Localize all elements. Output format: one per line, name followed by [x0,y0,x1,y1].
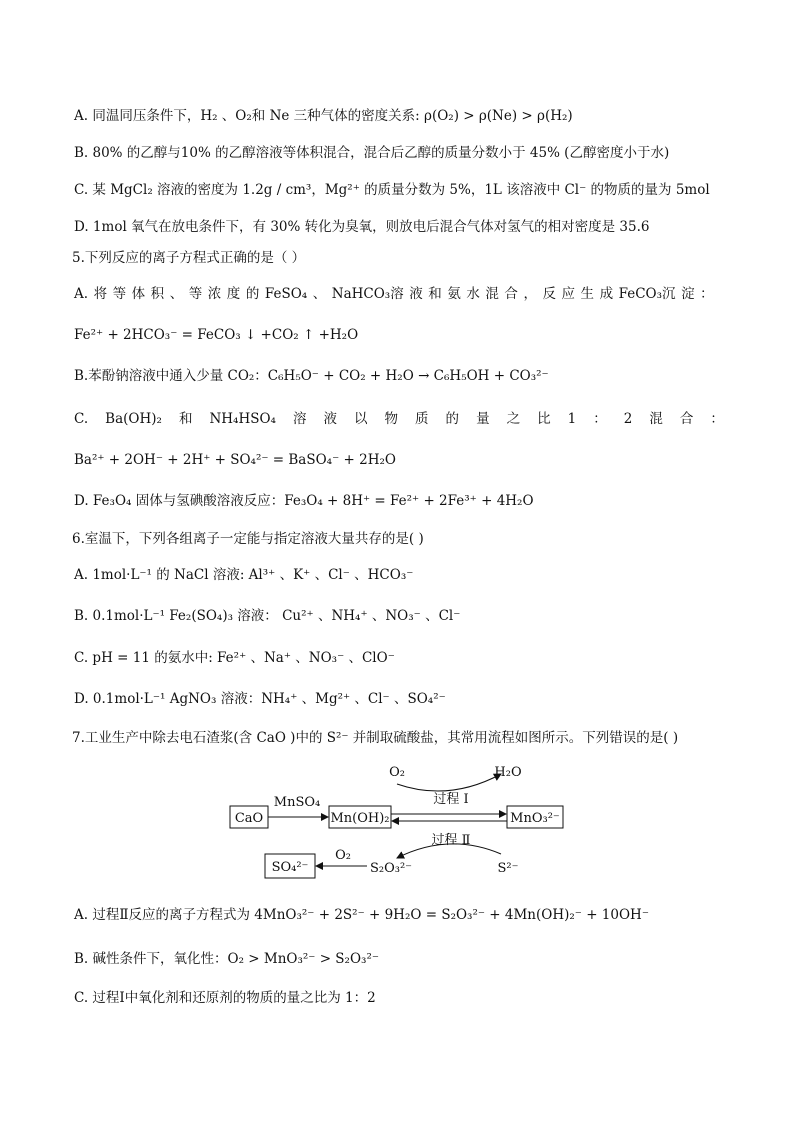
o2-bottom-label: O₂ [335,848,351,863]
q4-option-d: D. 1mol 氧气在放电条件下，有 30% 转化为臭氧，则放电后混合气体对氢气的相对密度是 35.6 [74,219,650,235]
q5a-word: 成 [599,286,614,302]
q5a-word: 氨 [447,286,461,302]
q5c-word: 2 [623,411,633,427]
q5-option-a [74,285,714,303]
q5c-word: NH₄HSO₄ [209,411,276,427]
q5a-word: 液 [409,286,423,302]
q5c-word: 混 [649,411,663,427]
q6-option-b: B. 0.1mol·L⁻¹ Fe₂(SO₄)₃ 溶液： Cu²⁺ 、NH₄⁺ 、NO₃⁻ 、Cl⁻ [74,608,461,624]
process-flow-diagram [225,758,570,886]
q5a-word: ， [523,286,537,302]
q6-option-c: C. pH = 11 的氨水中: Fe²⁺ 、Na⁺ 、NO₃⁻ 、ClO⁻ [74,650,395,666]
q5-option-b: B.苯酚钠溶液中通入少量 CO₂：C₆H₅O⁻ + CO₂ + H₂O → C₆H₅OH + CO₃²⁻ [74,368,549,384]
q4-option-a: A. 同温同压条件下，H₂ 、O₂和 Ne 三种气体的密度关系: ρ(O₂) > ρ(Ne) > ρ(H₂) [74,108,573,124]
q5a-word: 合 [504,286,518,302]
q5a-word: 反 [542,286,556,302]
o2-top-label: O₂ [389,765,405,780]
q5-stem: 5.下列反应的离子方程式正确的是（ ） [72,250,306,266]
q5-option-c [74,410,724,428]
q6-stem: 6.室温下，下列各组离子一定能与指定溶液大量共存的是( ) [72,531,424,547]
q5-option-d: D. Fe₃O₄ 固体与氢碘酸溶液反应：Fe₃O₄ + 8H⁺ = Fe²⁺ + 2Fe³⁺ + 4H₂O [74,493,534,509]
q7-option-a: A. 过程Ⅱ反应的离子方程式为 4MnO₃²⁻ + 2S²⁻ + 9H₂O = S₂O₃²⁻ + 4Mn(OH)₂⁻ + 10OH⁻ [74,907,649,923]
q5c-word: 之 [506,411,521,427]
mnso4-label: MnSO₄ [273,795,321,810]
q4-option-c: C. 某 MgCl₂ 溶液的密度为 1.2g / cm³，Mg²⁺ 的质量分数为 5%，1L 该溶液中 Cl⁻ 的物质的量为 5mol [74,182,710,198]
q7-stem: 7.工业生产中除去电石渣浆(含 CaO )中的 S²⁻ 并制取硫酸盐，其常用流程如图所示。下列错误的是( ) [72,730,679,746]
q5a-word: 、 [312,286,327,302]
s2o3-label: S₂O₃²⁻ [369,861,413,876]
q5c-word: C. [74,411,89,427]
q5a-word: 浓 [207,286,222,302]
q5c-word: 的 [445,411,460,427]
so4-label: SO₄²⁻ [271,860,309,875]
q5a-word: 等 [188,286,203,302]
q5a-word: 将 [93,286,108,302]
q5c-word: 合 [679,411,694,427]
q5a-word: 和 [428,286,442,302]
q5a-word: 水 [466,286,480,302]
process1-label: 过程 Ⅰ [433,792,469,807]
q5-option-c-equation: Ba²⁺ + 2OH⁻ + 2H⁺ + SO₄²⁻ = BaSO₄⁻ + 2H₂O [74,452,396,468]
h2o-label: H₂O [494,765,522,780]
q5c-word: 和 [178,411,193,427]
q5a-word: 淀 [681,286,695,302]
q5a-word: ： [700,286,714,302]
q5c-word: 比 [537,411,551,427]
q5c-word: Ba(OH)₂ [105,411,162,427]
cao-label: CaO [234,811,264,826]
q5c-word: 质 [415,411,429,427]
q7-option-b: B. 碱性条件下，氧化性：O₂ > MnO₃²⁻ > S₂O₃²⁻ [74,951,379,967]
q5a-word: 混 [485,286,499,302]
q5a-word: A. [74,286,89,302]
q5a-word: 应 [561,286,576,302]
q5a-word: FeSO₄ [264,286,308,302]
q5a-word: 度 [226,286,241,302]
q5c-word: ： [710,411,724,427]
q4-option-b: B. 80% 的乙醇与10% 的乙醇溶液等体积混合，混合后乙醇的质量分数小于 45% (乙醇密度小于水) [74,145,670,161]
q5c-word: 液 [323,411,337,427]
s2-label: S²⁻ [497,861,519,876]
q5c-word: 物 [384,411,399,427]
q5a-word: 等 [112,286,127,302]
mn-oh2-label: Mn(OH)₂ [330,811,390,826]
q6-option-a: A. 1mol·L⁻¹ 的 NaCl 溶液: Al³⁺ 、K⁺ 、Cl⁻ 、HCO₃⁻ [74,567,414,583]
q7-option-c: C. 过程Ⅰ中氧化剂和还原剂的物质的量之比为 1：2 [74,990,376,1006]
q6-option-d: D. 0.1mol·L⁻¹ AgNO₃ 溶液：NH₄⁺ 、Mg²⁺ 、Cl⁻ 、SO₄²⁻ [74,691,446,707]
q5c-word: 溶 [292,411,307,427]
q5a-word: NaHCO₃溶 [331,286,404,302]
q5c-word: 1 [567,411,577,427]
q5a-word: 、 [169,286,184,302]
mno3-label: MnO₃²⁻ [510,811,560,826]
q5c-word: 以 [354,411,368,427]
q5a-word: 积 [150,286,165,302]
q5a-word: 体 [131,286,146,302]
q5a-word: 的 [245,286,260,302]
process2-label: 过程 Ⅱ [431,833,471,848]
q5c-word: 量 [476,411,490,427]
q5a-word: FeCO₃沉 [618,286,676,302]
q5a-word: 生 [580,286,595,302]
q5-option-a-equation: Fe²⁺ + 2HCO₃⁻ = FeCO₃ ↓ +CO₂ ↑ +H₂O [74,327,359,343]
q5c-word: ： [593,411,607,427]
process1-curve [397,774,501,791]
